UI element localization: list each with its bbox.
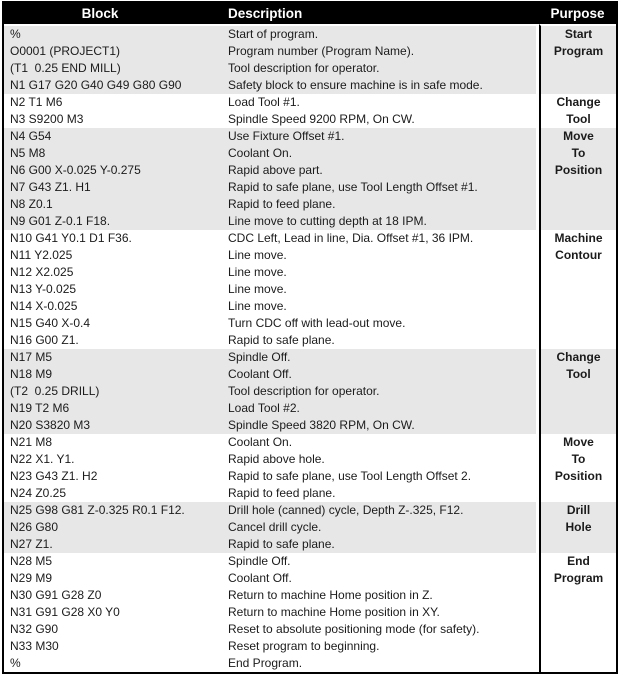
- column-header-description: Description: [226, 3, 539, 24]
- table-row: [4, 570, 616, 587]
- block-cell: N4 G54: [4, 128, 226, 145]
- block-cell: N16 G00 Z1.: [4, 332, 226, 349]
- gcode-program-table: [2, 1, 618, 674]
- table-row: [4, 128, 616, 145]
- table-row: [4, 230, 616, 247]
- purpose-cell: End Program: [539, 553, 616, 672]
- gcode-program-table-container: [2, 1, 618, 674]
- table-row: [4, 94, 616, 111]
- block-cell: N18 M9: [4, 366, 226, 383]
- description-cell: Return to machine Home position in Z.: [226, 587, 539, 604]
- table-row: [4, 332, 616, 349]
- block-cell: N29 M9: [4, 570, 226, 587]
- block-cell: N19 T2 M6: [4, 400, 226, 417]
- description-cell: Tool description for operator.: [226, 60, 539, 77]
- description-cell: Spindle Speed 9200 RPM, On CW.: [226, 111, 539, 128]
- block-cell: N33 M30: [4, 638, 226, 655]
- description-cell: Spindle Off.: [226, 349, 539, 366]
- table-row: [4, 77, 616, 94]
- description-cell: Rapid to safe plane, use Tool Length Offset 2.: [226, 468, 539, 485]
- description-cell: Spindle Speed 3820 RPM, On CW.: [226, 417, 539, 434]
- table-row: [4, 621, 616, 638]
- table-row: [4, 145, 616, 162]
- block-cell: N24 Z0.25: [4, 485, 226, 502]
- block-cell: N12 X2.025: [4, 264, 226, 281]
- table-row: [4, 638, 616, 655]
- table-row: [4, 179, 616, 196]
- block-cell: N30 G91 G28 Z0: [4, 587, 226, 604]
- table-row: [4, 451, 616, 468]
- block-cell: (T1 0.25 END MILL): [4, 60, 226, 77]
- block-cell: N23 G43 Z1. H2: [4, 468, 226, 485]
- block-cell: N5 M8: [4, 145, 226, 162]
- description-cell: Rapid to feed plane.: [226, 196, 539, 213]
- table-row: [4, 196, 616, 213]
- description-cell: Reset to absolute positioning mode (for safety).: [226, 621, 539, 638]
- block-cell: N1 G17 G20 G40 G49 G80 G90: [4, 77, 226, 94]
- purpose-cell: Move To Position: [539, 128, 616, 230]
- table-row: [4, 417, 616, 434]
- block-cell: N11 Y2.025: [4, 247, 226, 264]
- description-cell: Coolant On.: [226, 145, 539, 162]
- block-cell: N28 M5: [4, 553, 226, 570]
- description-cell: Line move.: [226, 298, 539, 315]
- table-row: [4, 247, 616, 264]
- description-cell: Load Tool #1.: [226, 94, 539, 111]
- description-cell: Line move.: [226, 264, 539, 281]
- purpose-cell: Drill Hole: [539, 502, 616, 553]
- description-cell: Rapid to safe plane.: [226, 332, 539, 349]
- table-row: [4, 315, 616, 332]
- purpose-cell: Start Program: [539, 24, 616, 94]
- block-cell: N25 G98 G81 Z-0.325 R0.1 F12.: [4, 502, 226, 519]
- table-row: [4, 383, 616, 400]
- description-cell: Reset program to beginning.: [226, 638, 539, 655]
- block-cell: N32 G90: [4, 621, 226, 638]
- table-row: [4, 24, 616, 43]
- block-cell: N9 G01 Z-0.1 F18.: [4, 213, 226, 230]
- description-cell: Tool description for operator.: [226, 383, 539, 400]
- description-cell: Line move to cutting depth at 18 IPM.: [226, 213, 539, 230]
- description-cell: Rapid to feed plane.: [226, 485, 539, 502]
- column-header-block: Block: [4, 3, 226, 24]
- block-cell: N17 M5: [4, 349, 226, 366]
- table-row: [4, 502, 616, 519]
- purpose-cell: Machine Contour: [539, 230, 616, 349]
- block-cell: N7 G43 Z1. H1: [4, 179, 226, 196]
- description-cell: Spindle Off.: [226, 553, 539, 570]
- block-cell: %: [4, 24, 226, 43]
- description-cell: Rapid to safe plane.: [226, 536, 539, 553]
- purpose-cell: Move To Position: [539, 434, 616, 502]
- description-cell: Coolant Off.: [226, 366, 539, 383]
- block-cell: N22 X1. Y1.: [4, 451, 226, 468]
- block-cell: N10 G41 Y0.1 D1 F36.: [4, 230, 226, 247]
- description-cell: Cancel drill cycle.: [226, 519, 539, 536]
- block-cell: N27 Z1.: [4, 536, 226, 553]
- table-row: [4, 468, 616, 485]
- block-cell: N21 M8: [4, 434, 226, 451]
- block-cell: N26 G80: [4, 519, 226, 536]
- description-cell: Load Tool #2.: [226, 400, 539, 417]
- gcode-table-body: [4, 24, 616, 672]
- block-cell: N20 S3820 M3: [4, 417, 226, 434]
- block-cell: N13 Y-0.025: [4, 281, 226, 298]
- block-cell: (T2 0.25 DRILL): [4, 383, 226, 400]
- purpose-cell: Change Tool: [539, 349, 616, 434]
- table-row: [4, 604, 616, 621]
- description-cell: Safety block to ensure machine is in safe mode.: [226, 77, 539, 94]
- table-row: [4, 434, 616, 451]
- header-row: [4, 3, 616, 24]
- table-row: [4, 298, 616, 315]
- description-cell: Coolant Off.: [226, 570, 539, 587]
- table-header: [4, 3, 616, 24]
- block-cell: O0001 (PROJECT1): [4, 43, 226, 60]
- table-row: [4, 213, 616, 230]
- table-row: [4, 43, 616, 60]
- block-cell: N14 X-0.025: [4, 298, 226, 315]
- description-cell: Coolant On.: [226, 434, 539, 451]
- block-cell: N8 Z0.1: [4, 196, 226, 213]
- description-cell: Rapid above part.: [226, 162, 539, 179]
- block-cell: N3 S9200 M3: [4, 111, 226, 128]
- table-row: [4, 485, 616, 502]
- purpose-cell: Change Tool: [539, 94, 616, 128]
- column-header-purpose: Purpose: [539, 3, 616, 24]
- block-cell: N6 G00 X-0.025 Y-0.275: [4, 162, 226, 179]
- table-row: [4, 264, 616, 281]
- table-row: [4, 655, 616, 672]
- block-cell: N2 T1 M6: [4, 94, 226, 111]
- description-cell: Line move.: [226, 247, 539, 264]
- table-row: [4, 281, 616, 298]
- description-cell: Start of program.: [226, 24, 539, 43]
- description-cell: Turn CDC off with lead-out move.: [226, 315, 539, 332]
- description-cell: Drill hole (canned) cycle, Depth Z-.325, F12.: [226, 502, 539, 519]
- table-row: [4, 587, 616, 604]
- table-row: [4, 60, 616, 77]
- table-row: [4, 536, 616, 553]
- description-cell: Use Fixture Offset #1.: [226, 128, 539, 145]
- table-row: [4, 553, 616, 570]
- table-row: [4, 349, 616, 366]
- description-cell: Return to machine Home position in XY.: [226, 604, 539, 621]
- description-cell: Rapid above hole.: [226, 451, 539, 468]
- block-cell: N31 G91 G28 X0 Y0: [4, 604, 226, 621]
- description-cell: Rapid to safe plane, use Tool Length Offset #1.: [226, 179, 539, 196]
- description-cell: End Program.: [226, 655, 539, 672]
- table-row: [4, 366, 616, 383]
- description-cell: Line move.: [226, 281, 539, 298]
- block-cell: N15 G40 X-0.4: [4, 315, 226, 332]
- table-row: [4, 519, 616, 536]
- block-cell: %: [4, 655, 226, 672]
- description-cell: Program number (Program Name).: [226, 43, 539, 60]
- description-cell: CDC Left, Lead in line, Dia. Offset #1, 36 IPM.: [226, 230, 539, 247]
- table-row: [4, 111, 616, 128]
- table-row: [4, 162, 616, 179]
- table-row: [4, 400, 616, 417]
